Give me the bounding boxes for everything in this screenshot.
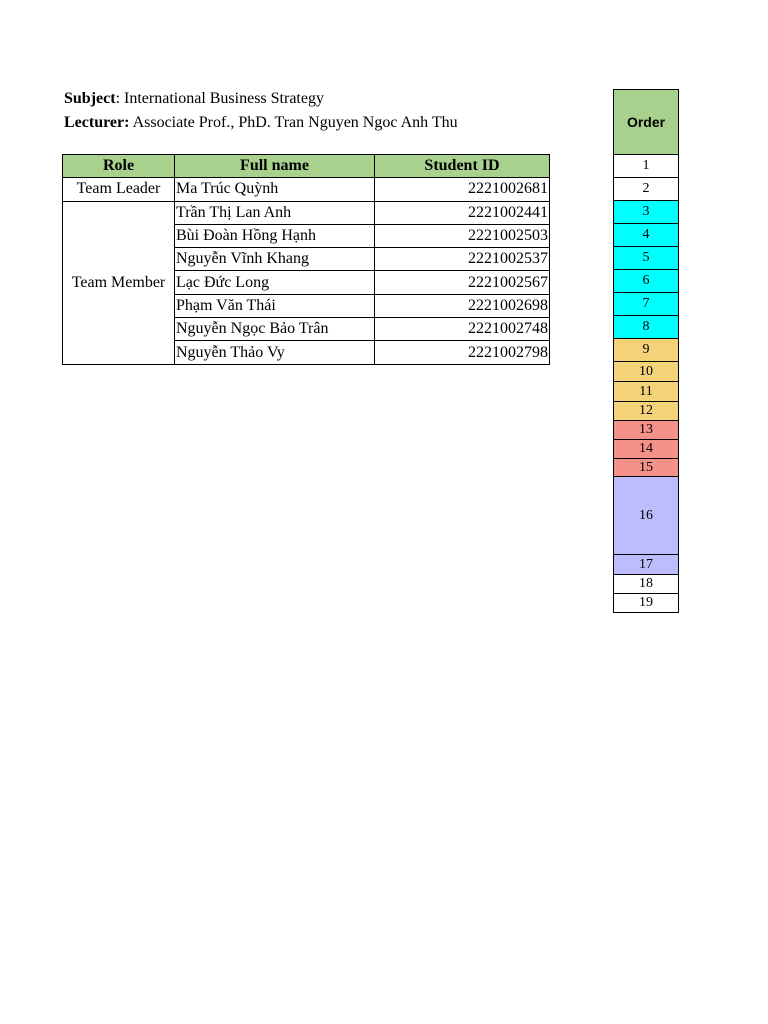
order-cell: 5	[613, 247, 679, 270]
member-name: Nguyễn Vĩnh Khang	[175, 248, 375, 271]
table-row	[63, 178, 550, 201]
lecturer-line	[64, 114, 458, 132]
order-cell: 12	[613, 402, 679, 421]
member-name: Lạc Đức Long	[175, 271, 375, 294]
member-name: Ma Trúc Quỳnh	[175, 178, 375, 201]
member-name: Nguyễn Ngọc Bảo Trân	[175, 318, 375, 341]
subject-separator: :	[115, 90, 125, 107]
header-student-id: Student ID	[375, 155, 550, 178]
member-student-id: 2221002567	[375, 271, 550, 294]
order-cell: 2	[613, 178, 679, 201]
members-table	[62, 154, 550, 365]
lecturer-label: Lecturer:	[64, 114, 130, 131]
order-cell: 18	[613, 575, 679, 594]
order-column	[613, 89, 679, 613]
subject-label: Subject	[64, 90, 116, 107]
member-name: Bùi Đoàn Hồng Hạnh	[175, 224, 375, 247]
role-team-member: Team Member	[63, 201, 175, 364]
member-name: Nguyễn Thảo Vy	[175, 341, 375, 364]
order-cell: 15	[613, 459, 679, 477]
member-student-id: 2221002681	[375, 178, 550, 201]
member-student-id: 2221002698	[375, 294, 550, 317]
member-name: Trần Thị Lan Anh	[175, 201, 375, 224]
member-student-id: 2221002503	[375, 224, 550, 247]
role-team-leader: Team Leader	[63, 178, 175, 201]
subject-line	[64, 90, 324, 108]
order-cell: 7	[613, 293, 679, 316]
header-full-name: Full name	[175, 155, 375, 178]
table-header-row	[63, 155, 550, 178]
order-cell: 19	[613, 594, 679, 613]
member-student-id: 2221002441	[375, 201, 550, 224]
order-cell: 13	[613, 421, 679, 440]
order-cell: 10	[613, 362, 679, 382]
table-row	[63, 201, 550, 224]
member-student-id: 2221002748	[375, 318, 550, 341]
order-cell: 17	[613, 555, 679, 575]
order-header: Order	[613, 89, 679, 155]
subject-value: International Business Strategy	[124, 90, 324, 107]
header-role: Role	[63, 155, 175, 178]
lecturer-value: Associate Prof., PhD. Tran Nguyen Ngoc Anh Thu	[129, 114, 458, 131]
order-cell: 11	[613, 382, 679, 402]
member-student-id: 2221002798	[375, 341, 550, 364]
order-cell: 9	[613, 339, 679, 362]
order-cell: 3	[613, 201, 679, 224]
order-cell: 1	[613, 155, 679, 178]
member-name: Phạm Văn Thái	[175, 294, 375, 317]
order-cell: 8	[613, 316, 679, 339]
order-cell: 14	[613, 440, 679, 459]
order-cell: 6	[613, 270, 679, 293]
order-cell: 4	[613, 224, 679, 247]
order-cell: 16	[613, 477, 679, 555]
member-student-id: 2221002537	[375, 248, 550, 271]
